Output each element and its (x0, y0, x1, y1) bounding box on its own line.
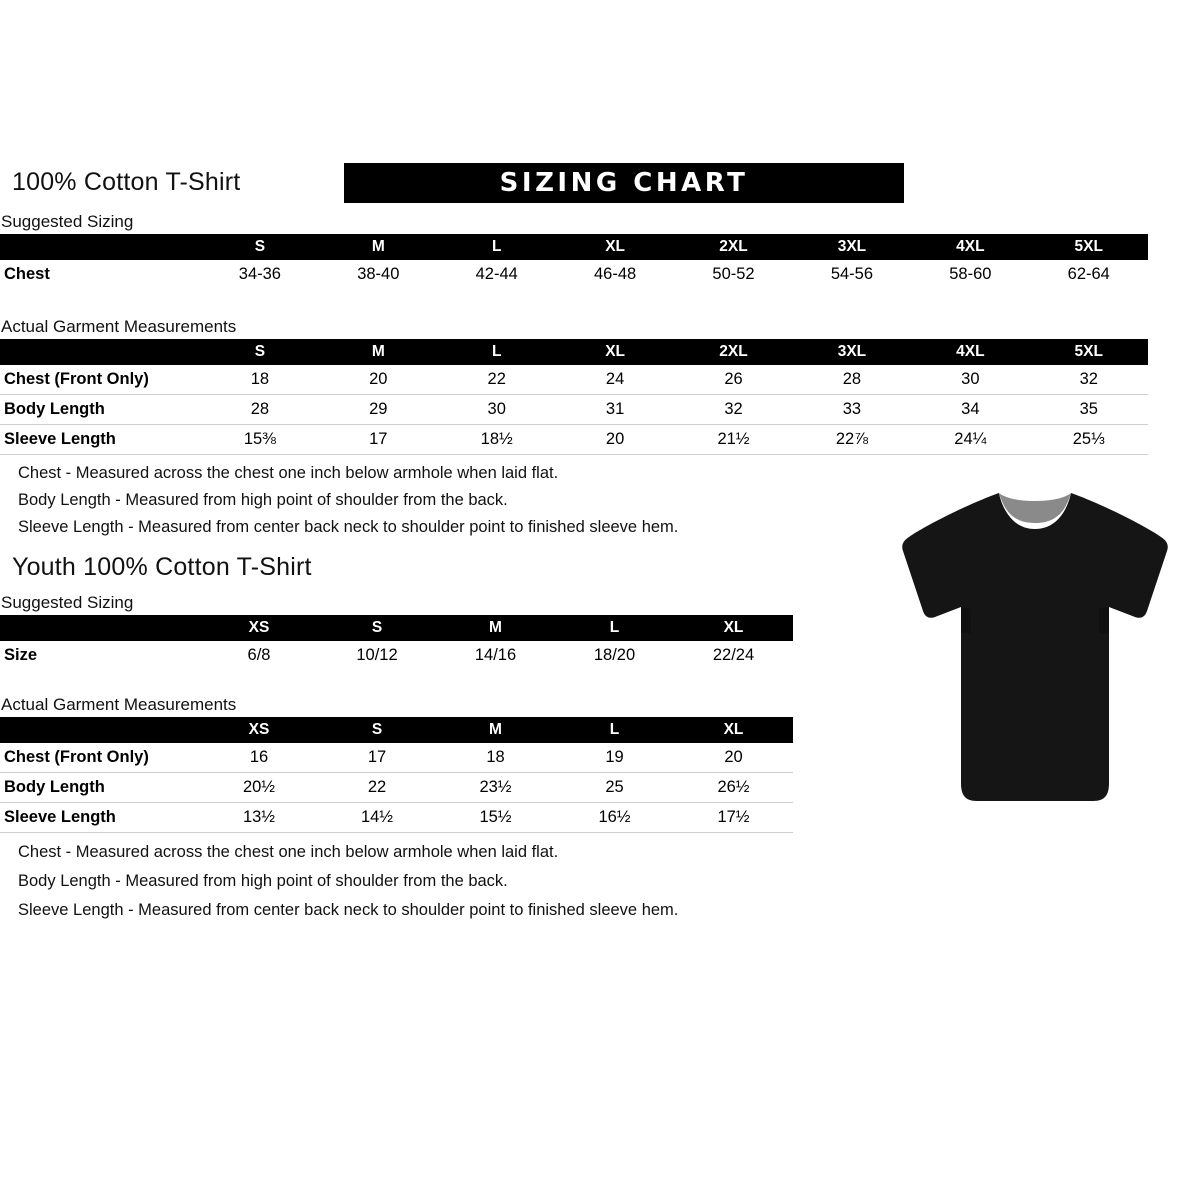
cell: 25 (605, 778, 624, 796)
cell: 21½ (717, 430, 750, 448)
adult-suggested-sizing-label: Suggested Sizing (1, 212, 134, 231)
table-row (0, 425, 1148, 455)
col-header: S (201, 234, 319, 260)
cell: 14½ (360, 808, 394, 826)
youth-section-title: Youth 100% Cotton T-Shirt (12, 553, 312, 581)
row-label: Chest (4, 265, 50, 283)
adult-section-title: 100% Cotton T-Shirt (12, 168, 241, 196)
col-header: M (319, 234, 437, 260)
col-header (0, 339, 201, 365)
cell: 62-64 (1067, 265, 1110, 283)
cell: 20 (369, 370, 388, 388)
cell: 13½ (242, 808, 276, 826)
col-header: S (318, 717, 436, 743)
youth-note-chest: Chest - Measured across the chest one inch below armhole when laid flat. (18, 843, 559, 861)
cell: 20 (724, 748, 743, 766)
cell: 17 (369, 430, 388, 448)
col-header: 3XL (793, 339, 911, 365)
adult-actual-measurements-label: Actual Garment Measurements (1, 317, 237, 336)
adult-note-chest: Chest - Measured across the chest one inch below armhole when laid flat. (18, 464, 559, 482)
cell: 30 (487, 400, 506, 418)
cell: 46-48 (594, 265, 637, 283)
row-label: Body Length (4, 400, 105, 418)
row-label: Chest (Front Only) (4, 748, 149, 766)
cell: 32 (1079, 370, 1098, 388)
col-header: 3XL (793, 234, 911, 260)
col-header: L (438, 339, 556, 365)
col-header: M (319, 339, 437, 365)
row-label: Sleeve Length (4, 430, 116, 448)
cell: 22⅞ (835, 430, 868, 448)
cell: 35 (1079, 400, 1098, 418)
cell: 18 (250, 370, 270, 388)
col-header (0, 717, 200, 743)
col-header: M (436, 615, 555, 641)
cell: 42-44 (475, 265, 518, 283)
cell: 54-56 (830, 265, 874, 283)
col-header: XL (674, 615, 793, 641)
table-header-row (0, 339, 1148, 365)
cell: 18/20 (593, 646, 636, 664)
cell: 14/16 (474, 646, 517, 664)
col-header: 5XL (1030, 339, 1148, 365)
cell: 16½ (598, 808, 631, 826)
youth-note-body-length: Body Length - Measured from high point of shoulder from the back. (18, 872, 508, 890)
cell: 26 (724, 370, 743, 388)
adult-note-sleeve-length: Sleeve Length - Measured from center back neck to shoulder point to finished sleeve hem. (18, 518, 679, 536)
cell: 58-60 (949, 265, 992, 283)
cell: 6/8 (247, 646, 271, 664)
cell: 22/24 (712, 646, 755, 664)
youth-suggested-sizing-table (0, 615, 793, 670)
t-shirt-icon (895, 483, 1175, 813)
adult-actual-measurements-table (0, 339, 1148, 455)
cell: 31 (605, 400, 625, 418)
cell: 19 (605, 748, 624, 766)
row-label: Sleeve Length (4, 808, 116, 826)
col-header: L (555, 717, 674, 743)
cell: 16 (249, 748, 269, 766)
cell: 29 (369, 400, 388, 418)
col-header: 2XL (674, 339, 792, 365)
cell: 32 (724, 400, 743, 418)
cell: 28 (250, 400, 270, 418)
col-header (0, 234, 201, 260)
youth-actual-measurements-table (0, 717, 793, 833)
cell: 22 (487, 370, 506, 388)
youth-actual-measurements-label: Actual Garment Measurements (1, 695, 237, 714)
table-row (0, 803, 793, 833)
col-header: XS (200, 615, 318, 641)
table-row (0, 743, 793, 773)
table-row (0, 260, 1148, 289)
cell: 50-52 (712, 265, 755, 283)
table-row (0, 395, 1148, 425)
table-header-row (0, 234, 1148, 260)
col-header: XS (200, 717, 318, 743)
cell: 18 (486, 748, 505, 766)
cell: 10/12 (356, 646, 398, 664)
sizing-chart-banner-label: SIZING CHART (499, 168, 749, 198)
col-header: 4XL (911, 234, 1029, 260)
cell: 34-36 (238, 265, 281, 283)
row-label: Chest (Front Only) (4, 370, 149, 388)
adult-note-body-length: Body Length - Measured from high point of shoulder from the back. (18, 491, 508, 509)
cell: 25⅓ (1072, 430, 1105, 448)
table-header-row (0, 717, 793, 743)
cell: 34 (961, 400, 980, 418)
col-header: 2XL (674, 234, 792, 260)
col-header: 5XL (1030, 234, 1148, 260)
cell: 24 (605, 370, 625, 388)
cell: 23½ (479, 778, 512, 796)
col-header: L (555, 615, 674, 641)
product-image-black-t-shirt (895, 483, 1175, 813)
col-header: 4XL (911, 339, 1029, 365)
cell: 33 (842, 400, 862, 418)
cell: 24¼ (954, 430, 987, 448)
col-header: XL (556, 234, 674, 260)
cell: 22 (367, 778, 387, 796)
sizing-chart-banner (344, 163, 904, 203)
col-header (0, 615, 200, 641)
cell: 15⅜ (243, 430, 276, 448)
cell: 15½ (479, 808, 512, 826)
col-header: XL (556, 339, 674, 365)
cell: 30 (961, 370, 980, 388)
table-header-row (0, 615, 793, 641)
col-header: S (318, 615, 436, 641)
cell: 17½ (717, 808, 750, 826)
cell: 38-40 (357, 265, 400, 283)
table-row (0, 641, 793, 670)
cell: 20½ (242, 778, 276, 796)
row-label: Size (4, 646, 38, 664)
table-row (0, 365, 1148, 395)
cell: 26½ (717, 778, 750, 796)
cell: 18½ (480, 430, 513, 448)
col-header: S (201, 339, 319, 365)
cell: 28 (842, 370, 862, 388)
youth-note-sleeve-length: Sleeve Length - Measured from center back neck to shoulder point to finished sleeve hem. (18, 901, 679, 919)
col-header: M (436, 717, 555, 743)
col-header: XL (674, 717, 793, 743)
row-label: Body Length (4, 778, 105, 796)
adult-suggested-sizing-table (0, 234, 1148, 289)
cell: 20 (605, 430, 625, 448)
col-header: L (438, 234, 556, 260)
youth-suggested-sizing-label: Suggested Sizing (1, 593, 134, 612)
table-row (0, 773, 793, 803)
cell: 17 (367, 748, 387, 766)
